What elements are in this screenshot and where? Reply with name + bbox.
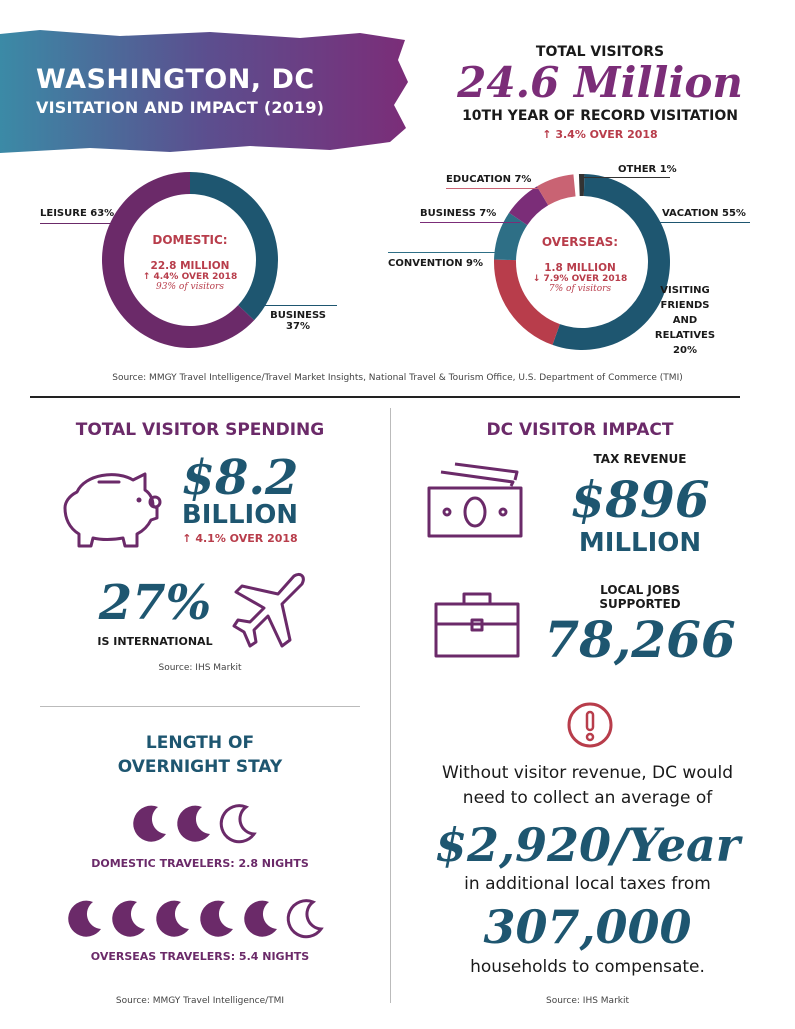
overseas-moon-icon — [156, 901, 189, 937]
impact-heading: DC VISITOR IMPACT — [486, 420, 674, 440]
business-percent: 37% — [286, 321, 310, 332]
jobs-label-line1: LOCAL JOBS — [600, 583, 680, 597]
education-leader-line — [446, 188, 556, 189]
tax-unit: MILLION — [578, 528, 702, 558]
vfr-label-5: 20% — [673, 345, 697, 356]
impact-source: Source: IHS Markit — [545, 996, 630, 1006]
overseas-moons — [65, 895, 345, 945]
page-subtitle: VISITATION AND IMPACT (2019) — [36, 98, 325, 117]
column-divider — [390, 408, 391, 1003]
domestic-value: 22.8 MILLION — [150, 260, 230, 272]
overseas-moon-icon — [112, 901, 145, 937]
stay-heading-line2: OVERNIGHT STAY — [117, 757, 283, 777]
piggy-bank-icon — [55, 462, 165, 552]
per-year-value: $2,920/Year — [435, 818, 740, 872]
overseas-business-leader-line — [420, 222, 520, 223]
stay-source: Source: MMGY Travel Intelligence/TMI — [115, 996, 285, 1006]
domestic-share: 93% of visitors — [156, 282, 224, 292]
leisure-label: LEISURE 63% — [40, 208, 115, 219]
overseas-title: OVERSEAS: — [541, 235, 619, 249]
overseas-share: 7% of visitors — [548, 284, 612, 294]
domestic-moons — [130, 800, 280, 850]
total-visitors-label: TOTAL VISITORS — [535, 44, 665, 60]
business-leader-line — [245, 305, 337, 306]
other-leader-line — [580, 177, 670, 178]
stay-heading-line1: LENGTH OF — [145, 733, 255, 753]
tax-value: $896 — [570, 470, 710, 529]
domestic-stay-label: DOMESTIC TRAVELERS: 2.8 NIGHTS — [91, 857, 309, 870]
domestic-moon-icon — [177, 806, 210, 842]
page-title: WASHINGTON, DC — [36, 64, 315, 95]
vfr-label-1: VISITING — [660, 285, 710, 296]
education-label: EDUCATION 7% — [446, 174, 532, 185]
impact-text-line3: in additional local taxes from — [464, 874, 711, 894]
domestic-moon-icon — [133, 806, 166, 842]
overseas-change: ↓ 7.9% OVER 2018 — [532, 274, 628, 284]
impact-text-line4: households to compensate. — [470, 957, 705, 977]
impact-text-line2: need to collect an average of — [462, 788, 713, 808]
left-section-divider — [40, 706, 360, 707]
overseas-moon-icon — [244, 901, 277, 937]
vfr-label-2: FRIENDS — [660, 300, 710, 311]
domestic-moon-icon — [221, 806, 254, 842]
vacation-leader-line — [650, 222, 750, 223]
briefcase-icon — [432, 588, 522, 660]
vfr-label-3: AND — [672, 315, 698, 326]
top-source: Source: MMGY Travel Intelligence/Travel Market Insights, National Travel & Tourism Office, U.S. Department of Commerce (TMI) — [112, 373, 683, 383]
spending-change: ↑ 4.1% OVER 2018 — [182, 532, 298, 545]
spending-value: $8.2 — [181, 450, 299, 506]
money-icon — [425, 460, 525, 540]
international-label: IS INTERNATIONAL — [97, 635, 213, 648]
households-value: 307,000 — [483, 900, 692, 954]
other-label: OTHER 1% — [618, 164, 677, 175]
tax-label: TAX REVENUE — [593, 452, 687, 466]
record-visitation-text: 10TH YEAR OF RECORD VISITATION — [462, 108, 738, 124]
leisure-leader-line — [40, 223, 118, 224]
vfr-label-4: RELATIVES — [654, 330, 716, 341]
section-divider — [30, 396, 740, 398]
jobs-label-line2: SUPPORTED — [599, 597, 681, 611]
total-visitors-change: ↑ 3.4% OVER 2018 — [542, 128, 658, 141]
overseas-moon-icon — [200, 901, 233, 937]
jobs-value: 78,266 — [544, 610, 736, 669]
business-label: BUSINESS — [270, 310, 326, 321]
airplane-icon — [232, 570, 307, 650]
spending-heading: TOTAL VISITOR SPENDING — [75, 420, 325, 440]
impact-text-line1: Without visitor revenue, DC would — [441, 763, 734, 783]
domestic-title: DOMESTIC: — [152, 233, 228, 247]
alert-icon — [565, 700, 615, 750]
overseas-moon-icon — [68, 901, 101, 937]
international-percent: 27% — [98, 575, 212, 631]
spending-source: Source: IHS Markit — [158, 663, 242, 673]
overseas-moon-icon — [288, 901, 321, 937]
total-visitors-value: 24.6 Million — [457, 58, 743, 107]
convention-leader-line — [388, 252, 500, 253]
domestic-change: ↑ 4.4% OVER 2018 — [142, 272, 238, 282]
convention-label: CONVENTION 9% — [388, 258, 484, 269]
spending-unit: BILLION — [181, 500, 299, 530]
overseas-stay-label: OVERSEAS TRAVELERS: 5.4 NIGHTS — [90, 950, 310, 963]
overseas-value: 1.8 MILLION — [544, 262, 616, 274]
overseas-business-label: BUSINESS 7% — [420, 208, 497, 219]
vacation-label: VACATION 55% — [662, 208, 746, 219]
